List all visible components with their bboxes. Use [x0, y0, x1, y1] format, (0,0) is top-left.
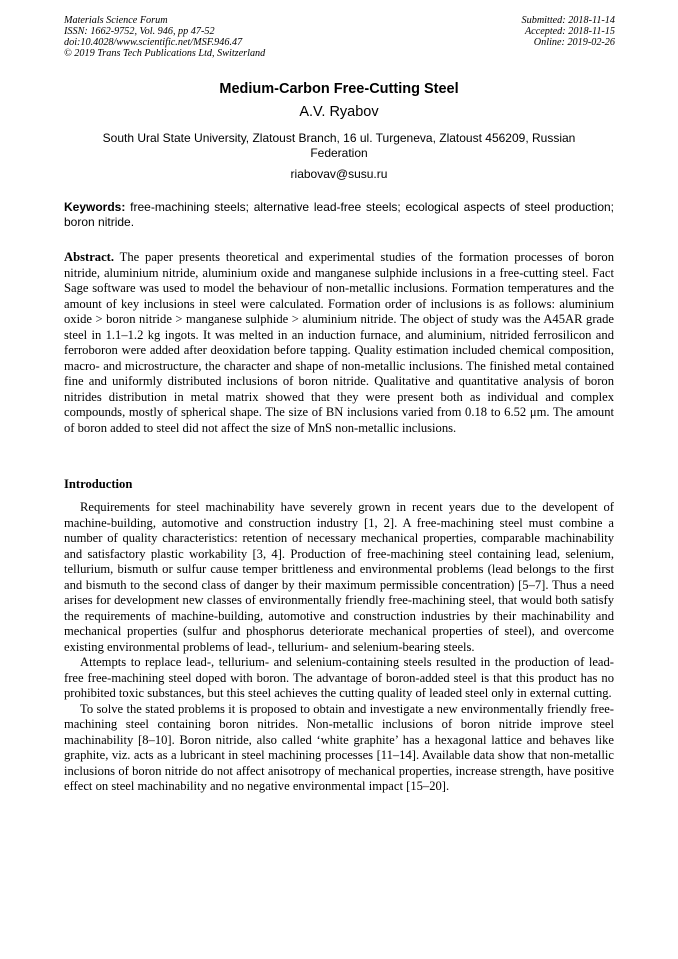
keywords-label: Keywords:: [64, 200, 126, 214]
accepted-date: Accepted: 2018-11-15: [524, 26, 615, 37]
abstract: [64, 250, 614, 436]
keywords-text: free-machining steels; alternative lead-free steels; ecological aspects of steel production; boron nitride.: [64, 200, 614, 229]
keywords: [64, 200, 614, 230]
author-email: riabovav@susu.ru: [290, 167, 388, 181]
doi: doi:10.4028/www.scientific.net/MSF.946.47: [64, 37, 243, 48]
author: A.V. Ryabov: [299, 104, 379, 120]
submitted-date: Submitted: 2018-11-14: [521, 15, 615, 26]
abstract-text: The paper presents theoretical and experimental studies of the formation processes of boron nitride, aluminium nitride, aluminium oxide and manganese sulphide inclusions in a free-cutting steel. Fact Sage software was used to model the behaviour of non-metallic inclusions. Formation temperatures and the amount of key inclusions in steel were calculated. Formation order of inclusions is as follows: aluminium oxide > boron nitride > manganese sulphide > aluminium nitride. The object of study was the A45AR grade steel in 1.1–1.2 kg ingots. It was melted in an induction furnace, and aluminium, nitrided ferrosilicon and ferroboron were added after deoxidation before tapping. Quality estimation included chemical composition, macro- and microstructure, the character and shape of non-metallic inclusions. The finished metal contained fine and uniformly distributed inclusions of boron nitride. Qualitative and quantitative analysis of boron nitrides distribution in metal matrix showed that they were present both as individual and complex compounds, mostly of spherical shape. The size of BN inclusions varied from 0.18 to 6.52 μm. The amount of boron added to steel did not affect the size of MnS non-metallic inclusions.: [64, 250, 615, 435]
journal-name: Materials Science Forum: [64, 15, 168, 26]
copyright: © 2019 Trans Tech Publications Ltd, Switzerland: [64, 48, 266, 59]
journal-info: [64, 15, 265, 59]
online-date: Online: 2019-02-26: [533, 37, 615, 48]
paper-title: Medium-Carbon Free-Cutting Steel: [219, 81, 459, 97]
paragraph: Requirements for steel machinability have severely grown in recent years due to the developent of machine-building, automotive and construction industry [1, 2]. A free-machining steel must combine a number of quality characteristics: retention of necessary mechanical properties, comparable machinability and satisfactory plastic workability [3, 4]. Production of free-machining steel containing lead, selenium, tellurium, bismuth or sulfur cause temper brittleness and environmental problems (lead belongs to the first and bismuth to the second class of danger by their maximum permissible concentration) [5–7]. Thus a need arises for development new classes of environmentally friendly free-machining steel, that would both satisfy the requirements of machine-building, automotive and construction industries by their machinability and mechanical properties (sulfur and phosphorus deteriorate mechanical properties of steel), and overcome existing environmental problems of lead-, tellurium- and selenium-bearing steels.: [64, 500, 614, 654]
abstract-label: Abstract.: [64, 250, 115, 264]
introduction-body: [64, 500, 614, 795]
section-heading-introduction: Introduction: [64, 477, 133, 491]
publication-dates: [522, 15, 615, 48]
paragraph: Attempts to replace lead-, tellurium- and selenium-containing steels resulted in the production of lead-free free-machining steel doped with boron. The advantage of boron-added steel is that this product has no prohibited toxic substances, but this steel achieves the cutting quality of leaded steel only in external cutting.: [64, 655, 614, 700]
issn: ISSN: 1662-9752, Vol. 946, pp 47-52: [64, 26, 215, 37]
paragraph: To solve the stated problems it is proposed to obtain and investigate a new environmentally friendly free-machining steel containing boron nitrides. Non-metallic inclusions of boron nitride improve steel machinability [8–10]. Boron nitride, also called ‘white graphite’ has a hexagonal lattice and behaves like graphite, viz. acts as a lubricant in steel machining processes [11–14]. Available data show that non-metallic inclusions of boron nitride do not affect anisotropy of mechanical properties, increase strength, have positive effect on steel machinability and no negative environmental impact [15–20].: [64, 701, 614, 793]
affiliation: South Ural State University, Zlatoust Branch, 16 ul. Turgeneva, Zlatoust 456209, Russian Federation: [102, 131, 576, 160]
